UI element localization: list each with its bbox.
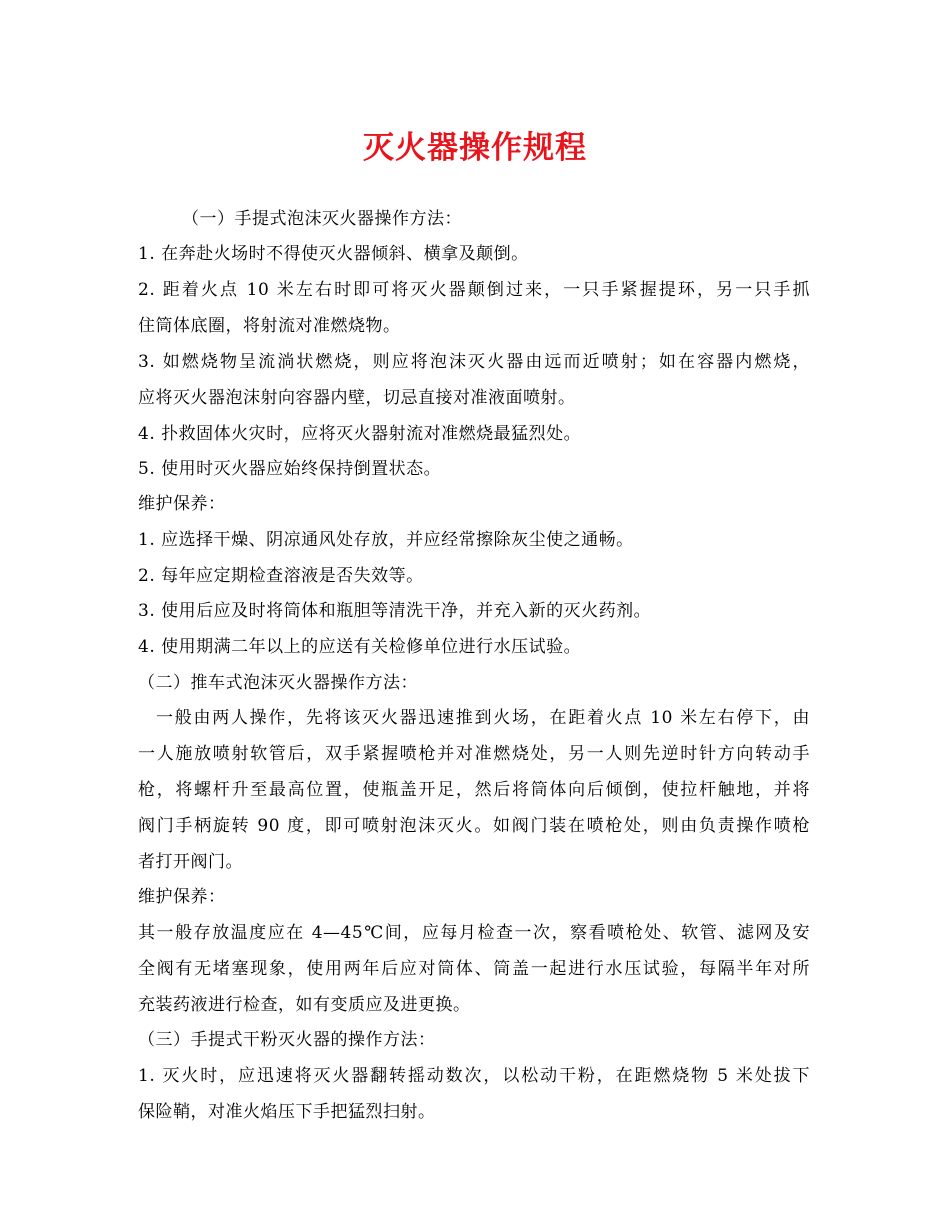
text-line: 全阀有无堵塞现象，使用两年后应对筒体、筒盖一起进行水压试验，每隔半年对所 [138, 959, 810, 979]
text-line: 枪，将螺杆升至最高位置，使瓶盖开足，然后将筒体向后倾倒，使拉杆触地，并将 [138, 780, 810, 800]
text-line: 2. 每年应定期检查溶液是否失效等。 [138, 566, 424, 586]
text-line: 4. 扑救固体火灾时，应将灭火器射流对准燃烧最猛烈处。 [138, 424, 582, 444]
text-line: 2. 距着火点 10 米左右时即可将灭火器颠倒过来，一只手紧握提环，另一只手抓 [138, 280, 810, 300]
text-line: 4. 使用期满二年以上的应送有关检修单位进行水压试验。 [138, 637, 582, 657]
text-line: 应将灭火器泡沫射向容器内壁，切忌直接对准液面喷射。 [138, 388, 576, 408]
text-line: 充装药液进行检查，如有变质应及进更换。 [138, 995, 471, 1015]
text-line: 5. 使用时灭火器应始终保持倒置状态。 [138, 459, 442, 479]
subheading: 维护保养： [138, 494, 226, 514]
section-heading-1: （一）手提式泡沫灭火器操作方法： [182, 209, 462, 229]
text-line: 一人施放喷射软管后，双手紧握喷枪并对准燃烧处，另一人则先逆时针方向转动手 [138, 744, 810, 764]
section-heading-3: （三）手提式干粉灭火器的操作方法： [138, 1030, 436, 1050]
subheading: 维护保养： [138, 887, 226, 907]
text-line: 保险鞘，对准火焰压下手把猛烈扫射。 [138, 1102, 436, 1122]
text-line: 阀门手柄旋转 90 度，即可喷射泡沫灭火。如阀门装在喷枪处，则由负责操作喷枪 [138, 816, 810, 836]
section-heading-2: （二）推车式泡沫灭火器操作方法： [138, 673, 418, 693]
text-line: 1. 在奔赴火场时不得使灭火器倾斜、横拿及颠倒。 [138, 244, 529, 264]
text-line: 1. 灭火时，应迅速将灭火器翻转摇动数次，以松动干粉，在距燃烧物 5 米处拔下 [138, 1066, 810, 1086]
text-line: 3. 使用后应及时将筒体和瓶胆等清洗干净，并充入新的灭火药剂。 [138, 601, 652, 621]
text-line: 其一般存放温度应在 4—45℃间，应每月检查一次，察看喷枪处、软管、滤网及安 [138, 923, 810, 943]
text-line: 3. 如燃烧物呈流淌状燃烧，则应将泡沫灭火器由远而近喷射；如在容器内燃烧， [138, 352, 810, 372]
text-line: 一般由两人操作，先将该灭火器迅速推到火场，在距着火点 10 米左右停下，由 [156, 708, 810, 728]
text-line: 住筒体底圈，将射流对准燃烧物。 [138, 316, 401, 336]
text-line: 1. 应选择干燥、阴凉通风处存放，并应经常擦除灰尘使之通畅。 [138, 530, 634, 550]
text-line: 者打开阀门。 [138, 852, 243, 872]
page-title: 灭火器操作规程 [363, 130, 587, 166]
